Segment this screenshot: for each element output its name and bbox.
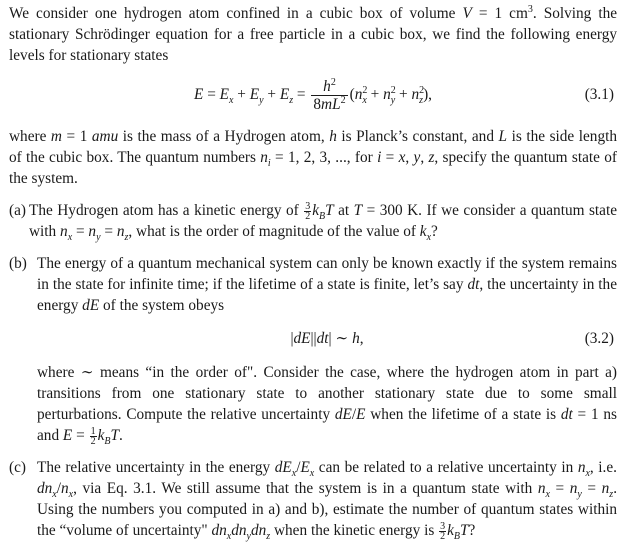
intro-paragraph: We consider one hydrogen atom confined in a cubic box of volume V = 1 $cm^3$. Solving the stationary Schrödinger equation for a free particle in a cubic box, we find the following energy levels for stationary states <box>9 3 618 64</box>
question-text: The Hydrogen atom has a kinetic energy of <box>29 202 304 219</box>
intro-text: . Solving the stationary Schrödinger equation for a free particle in a cubic box, we find the following energy levels for stationary states <box>9 5 618 64</box>
intro-text: We consider one hydrogen atom confined in a cubic box of volume <box>9 5 463 22</box>
body-text: where <box>9 128 51 145</box>
body-text: = 1, 2, 3, ..., for <box>270 149 378 166</box>
question-text: where ∼ means “in the order of". Consider the case, where the hydrogen atom in part a) transitions from one stationary state to another stationary state due to some small perturbations. Compute the relative uncertainty <box>37 364 617 423</box>
question-text: when the lifetime of a state is <box>365 406 561 423</box>
body-text: is the mass of a Hydrogen atom, <box>118 128 330 145</box>
unit-text: amu <box>91 128 119 145</box>
question-c: (c) The relative uncertainty in the energy $dE_x/E_x$ can be related to a relative uncertainty in $n_x$, i.e. $dn_x/n_x$, via Eq. 3.1. We still assume that the system is in a quantum state with $n_x = n_y = n_z$. Using the numbers you computed in a) and b), estimate the number of quantum states within the “volume of uncertainty" $dn_xdn_ydn_z$ when the kinetic energy is $\frac{3}{2}$ $k_BT$? <box>9 459 618 543</box>
question-text: , i.e. <box>589 459 617 476</box>
question-text: , the uncertainty in the energy <box>37 276 617 314</box>
body-text: = <box>381 149 399 166</box>
equation-3-2: |dE||dt| ∼ h, (3.2) <box>9 316 617 362</box>
question-text: = 1 ns and <box>37 406 617 444</box>
question-label: (a) <box>9 202 26 219</box>
body-text: is Planck’s constant, and <box>336 128 499 145</box>
equation-3-1: $E = E_x + E_y + E_z$ = $\frac{h^2}{8mL^2}$ $(n^2_x + n^2_y + n^2_z)$, (3.1) <box>9 66 617 124</box>
question-text: The energy of a quantum mechanical system can only be known exactly if the system remains in the state for infinite time; if the lifetime of a state is finite, let’s say <box>37 255 617 293</box>
body-text: = 1 <box>61 128 92 145</box>
question-a: (a) The Hydrogen atom has a kinetic energy of $\frac{3}{2}$ $k_BT$ at T = 300 K. If we consider a quantum state with $n_x = n_y = n_z$, what is the order of magnitude of the value of $k_x$? <box>9 200 617 244</box>
question-text: ? <box>468 522 476 539</box>
question-text: . Using the numbers you computed in a) and b), estimate the number of quantum states within the “volume of uncertainty" <box>37 480 618 539</box>
where-paragraph: where m = 1 amu is the mass of a Hydrogen atom, h is Planck’s constant, and L is the side length of the cubic box. The quantum numbers $n_i = 1$, 2, 3, ..., for i = x, y, z, specify the quantum state of the system. <box>9 128 617 187</box>
question-text: , what is the order of magnitude of the value of <box>128 223 420 240</box>
question-text: of the system obeys <box>99 297 225 314</box>
body-text: , specify the quantum state of the system. <box>9 149 617 187</box>
question-label: (b) <box>9 255 27 272</box>
equation-number: (3.2) <box>584 330 614 347</box>
question-text: when the kinetic energy is <box>270 522 439 539</box>
question-text: , via Eq. 3.1. We still assume that the system is in a quantum state with <box>73 480 538 497</box>
question-b: (b) The energy of a quantum mechanical system can only be known exactly if the system remains in the state for infinite time; if the lifetime of a state is finite, let’s say dt, the uncertainty in the energy dE of the system obeys |dE||dt| ∼ h, (3.2) where ∼ means “in the order of". Consider the case, where the hydrogen atom in part a) transitions from one stationary state to another stationary state due to some small perturbations. Compute the relative uncertainty dE/E when the lifetime of a state is dt = 1 ns and E = $\frac{1}{2}$ $k_BT$. <box>9 255 617 448</box>
question-text: The relative uncertainty in the energy <box>37 459 275 476</box>
question-text: ? <box>431 223 438 240</box>
equation-number: (3.1) <box>584 86 614 103</box>
question-text: can be related to a relative uncertainty in <box>314 459 578 476</box>
question-text: = 300 K. If we consider a quantum state with <box>29 202 617 240</box>
question-text: at <box>333 202 354 219</box>
body-text: is the side length of the cubic box. The quantum numbers <box>9 128 617 166</box>
question-label: (c) <box>9 459 26 476</box>
intro-text: = 1 cm <box>471 5 528 22</box>
